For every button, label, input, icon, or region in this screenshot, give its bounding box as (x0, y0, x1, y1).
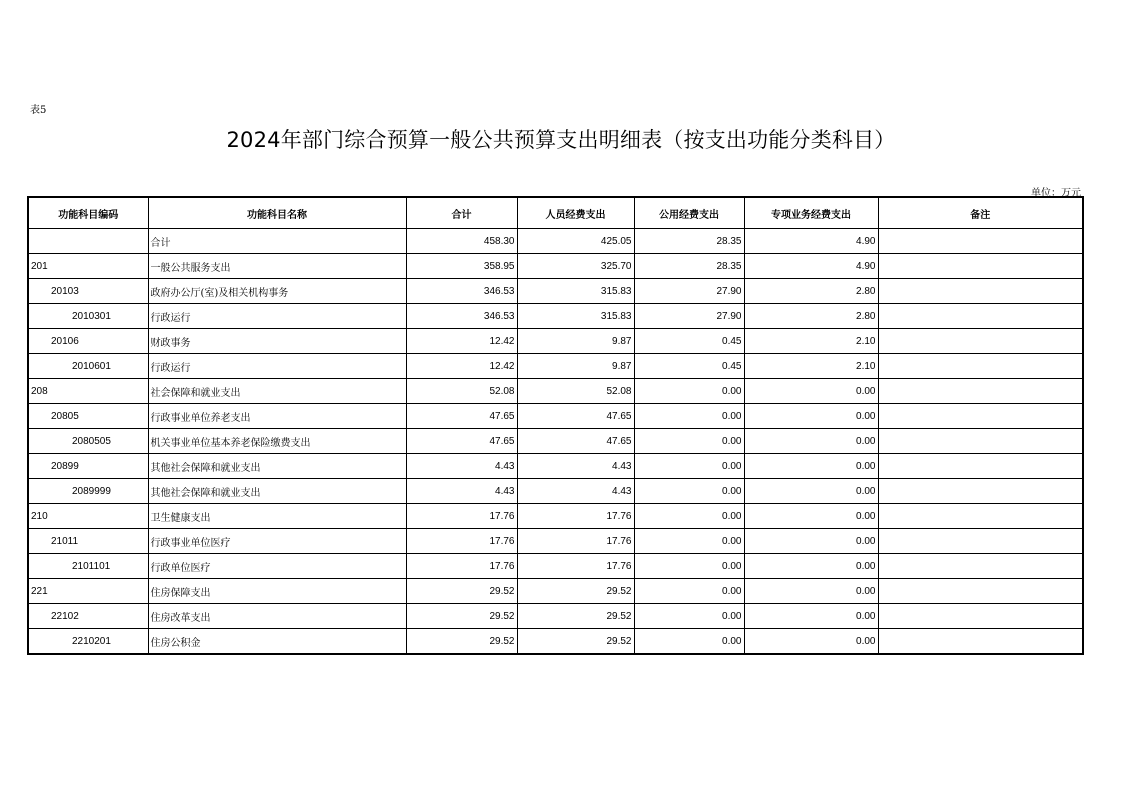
cell-code: 221 (28, 579, 148, 604)
cell-note (878, 529, 1083, 554)
cell-name: 其他社会保障和就业支出 (148, 479, 406, 504)
cell-note (878, 304, 1083, 329)
unit-label: 单位：万元 (1031, 188, 1081, 199)
cell-name: 行政单位医疗 (148, 554, 406, 579)
table-row (28, 354, 1083, 379)
cell-name: 行政运行 (148, 304, 406, 329)
cell-personnel: 52.08 (517, 379, 634, 404)
cell-special: 0.00 (744, 579, 878, 604)
cell-public: 28.35 (634, 254, 744, 279)
cell-personnel: 47.65 (517, 404, 634, 429)
cell-public: 0.00 (634, 404, 744, 429)
cell-public: 28.35 (634, 229, 744, 254)
cell-name: 卫生健康支出 (148, 504, 406, 529)
cell-total: 346.53 (406, 304, 517, 329)
cell-personnel: 29.52 (517, 604, 634, 629)
cell-name: 合计 (148, 229, 406, 254)
cell-public: 0.00 (634, 504, 744, 529)
cell-special: 2.10 (744, 329, 878, 354)
cell-total: 12.42 (406, 329, 517, 354)
table-row (28, 504, 1083, 529)
cell-note (878, 254, 1083, 279)
cell-special: 0.00 (744, 604, 878, 629)
table-body (28, 229, 1083, 655)
header-name: 功能科目名称 (148, 197, 406, 229)
cell-note (878, 504, 1083, 529)
cell-public: 0.00 (634, 379, 744, 404)
cell-code: 2089999 (28, 479, 148, 504)
cell-note (878, 629, 1083, 655)
cell-note (878, 229, 1083, 254)
cell-code: 20103 (28, 279, 148, 304)
cell-note (878, 379, 1083, 404)
cell-total: 17.76 (406, 529, 517, 554)
cell-public: 0.00 (634, 579, 744, 604)
cell-special: 0.00 (744, 454, 878, 479)
cell-public: 0.00 (634, 554, 744, 579)
cell-public: 0.00 (634, 454, 744, 479)
cell-note (878, 279, 1083, 304)
cell-personnel: 17.76 (517, 504, 634, 529)
cell-special: 2.80 (744, 304, 878, 329)
cell-name: 住房改革支出 (148, 604, 406, 629)
cell-special: 0.00 (744, 629, 878, 655)
cell-note (878, 554, 1083, 579)
cell-total: 458.30 (406, 229, 517, 254)
table-row (28, 604, 1083, 629)
header-special: 专项业务经费支出 (744, 197, 878, 229)
cell-note (878, 329, 1083, 354)
table-row (28, 479, 1083, 504)
header-public: 公用经费支出 (634, 197, 744, 229)
cell-code (28, 229, 148, 254)
cell-special: 0.00 (744, 554, 878, 579)
cell-total: 12.42 (406, 354, 517, 379)
cell-total: 4.43 (406, 454, 517, 479)
cell-name: 住房公积金 (148, 629, 406, 655)
cell-total: 358.95 (406, 254, 517, 279)
cell-personnel: 9.87 (517, 329, 634, 354)
cell-special: 4.90 (744, 229, 878, 254)
cell-total: 47.65 (406, 404, 517, 429)
header-total: 合计 (406, 197, 517, 229)
cell-note (878, 604, 1083, 629)
cell-public: 27.90 (634, 279, 744, 304)
table-number: 表5 (30, 105, 47, 116)
cell-name: 行政事业单位医疗 (148, 529, 406, 554)
cell-personnel: 29.52 (517, 579, 634, 604)
cell-public: 0.00 (634, 429, 744, 454)
page-title: 2024年部门综合预算一般公共预算支出明细表（按支出功能分类科目） (226, 128, 896, 152)
cell-name: 住房保障支出 (148, 579, 406, 604)
table-row (28, 554, 1083, 579)
cell-public: 0.00 (634, 479, 744, 504)
header-note: 备注 (878, 197, 1083, 229)
cell-personnel: 315.83 (517, 279, 634, 304)
cell-personnel: 4.43 (517, 479, 634, 504)
cell-public: 0.00 (634, 604, 744, 629)
cell-code: 2080505 (28, 429, 148, 454)
table-row (28, 454, 1083, 479)
cell-personnel: 4.43 (517, 454, 634, 479)
cell-total: 29.52 (406, 629, 517, 655)
table-row (28, 404, 1083, 429)
table-row (28, 329, 1083, 354)
cell-code: 201 (28, 254, 148, 279)
cell-special: 2.80 (744, 279, 878, 304)
cell-name: 社会保障和就业支出 (148, 379, 406, 404)
cell-name: 一般公共服务支出 (148, 254, 406, 279)
cell-name: 财政事务 (148, 329, 406, 354)
cell-special: 0.00 (744, 479, 878, 504)
cell-total: 52.08 (406, 379, 517, 404)
cell-code: 20805 (28, 404, 148, 429)
table-row (28, 379, 1083, 404)
budget-table (27, 196, 1084, 655)
cell-total: 17.76 (406, 554, 517, 579)
cell-note (878, 479, 1083, 504)
cell-total: 29.52 (406, 579, 517, 604)
cell-note (878, 429, 1083, 454)
cell-total: 346.53 (406, 279, 517, 304)
cell-total: 47.65 (406, 429, 517, 454)
header-personnel: 人员经费支出 (517, 197, 634, 229)
table-row (28, 279, 1083, 304)
cell-code: 20106 (28, 329, 148, 354)
cell-public: 0.45 (634, 329, 744, 354)
cell-total: 17.76 (406, 504, 517, 529)
table-row (28, 429, 1083, 454)
cell-code: 2101101 (28, 554, 148, 579)
cell-name: 其他社会保障和就业支出 (148, 454, 406, 479)
cell-special: 0.00 (744, 404, 878, 429)
cell-public: 27.90 (634, 304, 744, 329)
cell-name: 行政运行 (148, 354, 406, 379)
cell-public: 0.00 (634, 529, 744, 554)
cell-note (878, 354, 1083, 379)
cell-code: 208 (28, 379, 148, 404)
cell-special: 2.10 (744, 354, 878, 379)
cell-public: 0.00 (634, 629, 744, 655)
table-row (28, 579, 1083, 604)
cell-code: 20899 (28, 454, 148, 479)
table-row (28, 529, 1083, 554)
cell-name: 行政事业单位养老支出 (148, 404, 406, 429)
cell-personnel: 425.05 (517, 229, 634, 254)
cell-code: 21011 (28, 529, 148, 554)
cell-personnel: 315.83 (517, 304, 634, 329)
cell-personnel: 325.70 (517, 254, 634, 279)
cell-personnel: 47.65 (517, 429, 634, 454)
cell-personnel: 29.52 (517, 629, 634, 655)
cell-note (878, 404, 1083, 429)
cell-special: 0.00 (744, 379, 878, 404)
cell-personnel: 9.87 (517, 354, 634, 379)
cell-code: 22102 (28, 604, 148, 629)
header-row (28, 197, 1083, 229)
cell-total: 4.43 (406, 479, 517, 504)
cell-special: 0.00 (744, 529, 878, 554)
cell-note (878, 454, 1083, 479)
cell-name: 政府办公厅(室)及相关机构事务 (148, 279, 406, 304)
cell-total: 29.52 (406, 604, 517, 629)
cell-code: 2010601 (28, 354, 148, 379)
cell-note (878, 579, 1083, 604)
cell-special: 0.00 (744, 429, 878, 454)
cell-code: 2010301 (28, 304, 148, 329)
cell-personnel: 17.76 (517, 554, 634, 579)
cell-public: 0.45 (634, 354, 744, 379)
header-code: 功能科目编码 (28, 197, 148, 229)
cell-special: 4.90 (744, 254, 878, 279)
cell-code: 2210201 (28, 629, 148, 655)
table-row (28, 629, 1083, 655)
table-row (28, 254, 1083, 279)
cell-code: 210 (28, 504, 148, 529)
table-row (28, 229, 1083, 254)
cell-name: 机关事业单位基本养老保险缴费支出 (148, 429, 406, 454)
cell-special: 0.00 (744, 504, 878, 529)
table-row (28, 304, 1083, 329)
cell-personnel: 17.76 (517, 529, 634, 554)
